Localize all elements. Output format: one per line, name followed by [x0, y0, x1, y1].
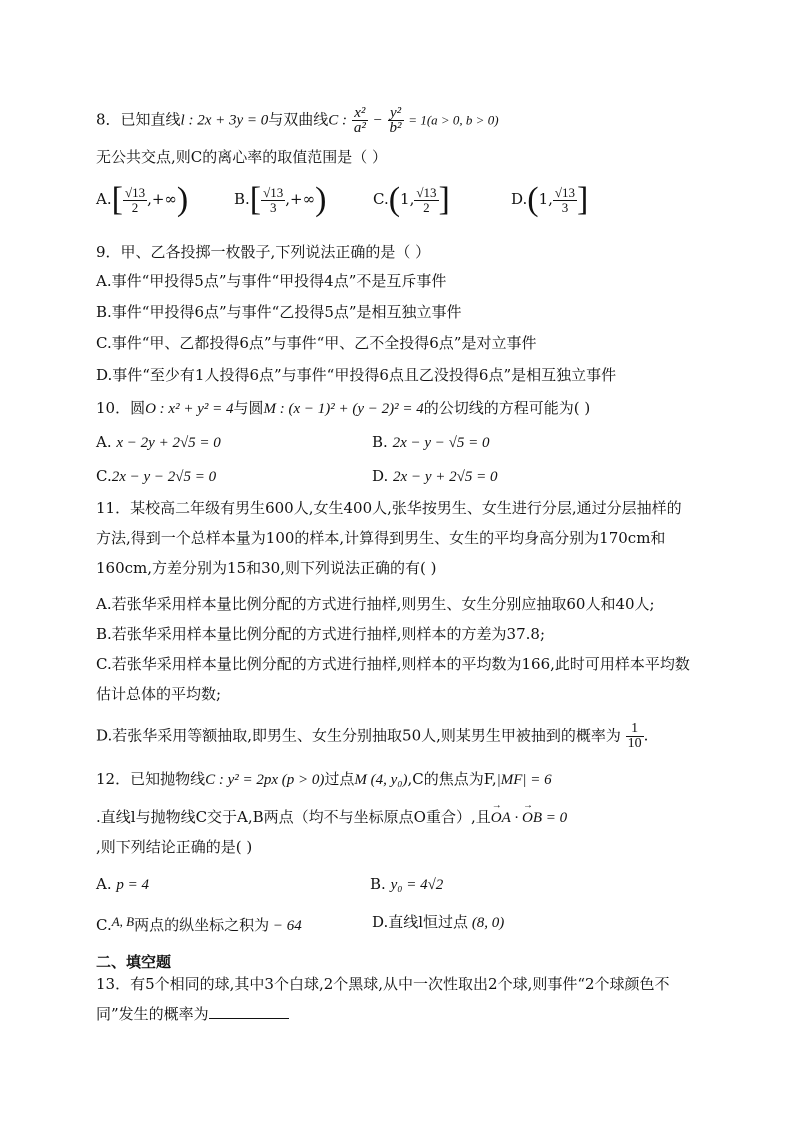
q12-mf: |MF| = 6 — [496, 772, 552, 788]
q11-option-d[interactable]: D.若张华采用等额抽取,即男生、女生分别抽取50人,则某男生甲被抽到的概率为 $\frac{1}{10}$ . — [96, 721, 649, 751]
q12-option-b[interactable]: B. y₀ = 4√2 — [370, 875, 444, 893]
q8-frac-y: $\frac{\text{y²}}{\text{b²}}$ — [389, 105, 402, 136]
q9-stem: 9．甲、乙各投掷一枚骰子,下列说法正确的是（ ） — [96, 243, 431, 261]
q10-option-a[interactable]: A. x − 2y + 2√5 = 0 — [96, 433, 221, 451]
section-fill-in-title: 二、填空题 — [96, 953, 172, 971]
q12-option-c[interactable]: C.A, B两点的纵坐标之积为 − 64 — [96, 914, 302, 934]
q11-d-fraction: $\frac{1}{10}$ — [627, 721, 642, 751]
q12-option-d[interactable]: D.直线l恒过点 (8, 0) — [372, 913, 505, 931]
q9-option-c[interactable]: C.事件“甲、乙都投得6点”与事件“甲、乙不全投得6点”是对立事件 — [96, 334, 537, 352]
q10-circle-o: O : x² + y² = 4 — [145, 401, 234, 417]
q8-frac-x: $\frac{\text{x²}}{\text{a²}}$ — [353, 105, 366, 136]
q12-stem: 12．已知抛物线C : y² = 2px (p > 0)过点M (4, y₀),C的焦点为F,|MF| = 6 — [96, 770, 552, 788]
q12-parabola: C : y² = 2px (p > 0) — [205, 772, 325, 788]
q9-option-a[interactable]: A.事件“甲投得5点”与事件“甲投得4点”不是互斥事件 — [96, 272, 447, 290]
q8-option-d[interactable]: D.(1, $\frac{√13}{3}$ ] — [511, 181, 589, 218]
q10-option-b[interactable]: B. 2x − y − √5 = 0 — [372, 433, 490, 451]
q12-vector-oa: → OA — [491, 807, 511, 829]
q10-circle-m: M : (x − 1)² + (y − 2)² = 4 — [263, 401, 424, 417]
q8-text-b: 与双曲线 — [268, 110, 329, 129]
q10-stem: 10．圆O : x² + y² = 4与圆M : (x − 1)² + (y − 2)² = 4的公切线的方程可能为( ) — [96, 399, 591, 417]
q12-vector-ob: → OB — [522, 807, 542, 829]
q8-curve-tail: = 1(a > 0, b > 0) — [408, 112, 499, 128]
q12-line3: ,则下列结论正确的是( ) — [96, 838, 253, 856]
q11-option-a[interactable]: A.若张华采用样本量比例分配的方式进行抽样,则男生、女生分别应抽取60人和40人; — [96, 595, 655, 613]
q9-option-d[interactable]: D.事件“至少有1人投得6点”与事件“甲投得6点且乙没投得6点”是相互独立事件 — [96, 366, 617, 384]
q12-option-a[interactable]: A. p = 4 — [96, 875, 150, 893]
q8-option-a[interactable]: A.[ $\frac{√13}{2}$ ,+∞) — [96, 181, 189, 218]
q10-option-d[interactable]: D. 2x − y + 2√5 = 0 — [372, 467, 498, 485]
q13-answer-blank[interactable] — [209, 1002, 289, 1019]
q8-line2: 无公共交点,则C的离心率的取值范围是（ ） — [96, 148, 388, 166]
q8-option-c[interactable]: C.(1, $\frac{√13}{2}$ ] — [373, 181, 450, 218]
q11-option-c[interactable]: C.若张华采用样本量比例分配的方式进行抽样,则样本的平均数为166,此时可用样本平均数估计总体的平均数; — [96, 655, 690, 703]
q11-stem: 11．某校高二年级有男生600人,女生400人,张华按男生、女生进行分层,通过分层抽样的方法,得到一个总样本量为100的样本,计算得到男生、女生的平均身高分别为170cm和160cm,方差分别为15和30,则下列说法正确的有( ) — [96, 499, 682, 577]
q10-option-c[interactable]: C.2x − y − 2√5 = 0 — [96, 467, 217, 485]
q12-point: M (4, y₀) — [354, 772, 408, 788]
q9-option-b[interactable]: B.事件“甲投得6点”与事件“乙投得5点”是相互独立事件 — [96, 303, 462, 321]
q12-line2: .直线l与抛物线C交于A,B两点（均不与坐标原点O重合）,且→ OA · → OB = 0 — [96, 806, 567, 829]
q8-line-eq: l : 2x + 3y = 0 — [180, 112, 269, 129]
q13-stem: 13．有5个相同的球,其中3个白球,2个黑球,从中一次性取出2个球,则事件“2个球颜色不同”发生的概率为 — [96, 975, 670, 1023]
q8-curve-name: C : — [328, 112, 348, 129]
q8-stem: 8．已知直线l : 2x + 3y = 0与双曲线C : $\frac{\text{x²}}{\text{a²}}$ − $\frac{\text{y²}}{\text{b²}}$ = 1(a > 0, b > 0) — [96, 105, 499, 136]
q8-text-a: 8．已知直线 — [96, 110, 181, 129]
q8-option-b[interactable]: B.[ $\frac{√13}{3}$ ,+∞) — [234, 181, 327, 218]
q11-option-b[interactable]: B.若张华采用样本量比例分配的方式进行抽样,则样本的方差为37.8; — [96, 625, 546, 643]
